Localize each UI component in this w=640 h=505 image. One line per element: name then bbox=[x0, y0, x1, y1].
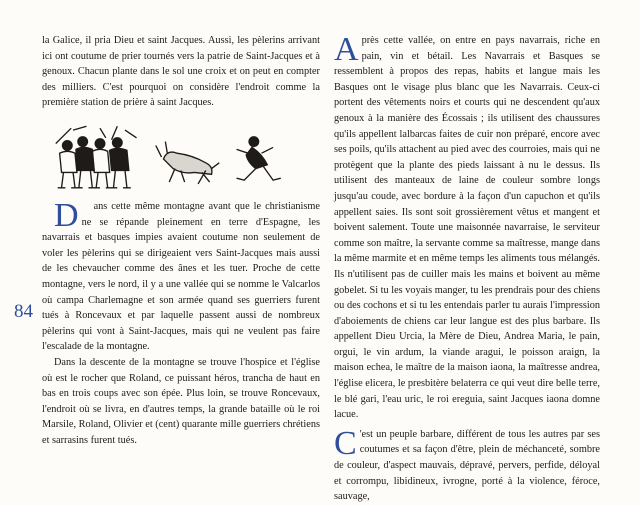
left-column bbox=[42, 33, 320, 448]
dropcap-letter: C bbox=[334, 424, 357, 462]
paragraph-two bbox=[334, 424, 600, 505]
intro-paragraph: la Galice, il pria Dieu et saint Jacques. Aussi, les pèlerins arrivant ici ont coutume de prier tournés vers la patrie de Saint-Jacques et à genoux. Chacun plante dans le sol une croix et on peut en compter des milliers. C'est pourquoi on considère l'endroit comme la première station de prière à saint Jacques. bbox=[42, 35, 320, 109]
paragraph-text: 'est un peuple barbare, différent de tous les autres par ses coutumes et sa façon d'être, plein de méchanceté, sombre de couleur, d'aspect mauvais, dépravé, pervers, perfide, déloyal et corrompu, libidineux, ivrogne, porté à la violence, féroce, sauvage, bbox=[334, 428, 600, 503]
dropcap-letter: A bbox=[334, 31, 359, 68]
final-paragraph: Dans la descente de la montagne se trouve l'hospice et l'église où est le rocher que Roland, ce puissant héros, trancha de haut en bas en trois coups avec son épée. Plus loin, se trouve Roncevaux, l'endroit où se livra, en d'autres temps, la grande bataille où le roi Marsile, Roland, Olivier et (cent) quarante mille guerriers chrétiens et sarrasins furent tués. bbox=[42, 356, 320, 446]
dropcap-paragraph bbox=[42, 196, 320, 355]
goat-icon bbox=[156, 142, 219, 184]
running-figure-icon bbox=[237, 137, 281, 180]
medieval-illustration bbox=[50, 123, 300, 193]
paragraph-one bbox=[334, 33, 600, 423]
paragraph-text: près cette vallée, on entre en pays navarrais, riche en pain, vin et bétail. Les Navarrais et Basques se ressemblent à propos des repas, habits et langue mais les Basques ont le visage plus blanc que les Navarrais. Ceux-ci portent des vêtements noirs et courts qui ne descendent qu'aux genoux à la manière des Écossais ; ils utilisent des chaussures qu'ils appellent lalbarcas faites de cuir non préparé, encore avec ses poils, qu'ils attachent au pied avec des courroies, mais qui ne protègent que la plante des pieds laissant à nu le dessus. Ils utilisent des manteaux de laine de couleur sombre longs jusqu'au coude, avec bordure à la façon d'un capuchon et qu'ils appellent saies. Ils sont soit grossièrement vêtus et mangent et boivent salement. Toute une maisonnée navarraise, le serviteur comme son maître, la servante comme sa maîtresse, mange dans la même marmite et en même temps les aliments tous mélangés. Ils n'utilisent pas de cuiller mais les mains et boivent au même gobelet. Si tu les voyais manger, tu les prendrais pour des chiens ou des cochons et si tu les entendais parler tu aurais l'impression d'aboiements de chiens car leur langue est des plus barbare. Ils appellent Dieu Urcia, la Mère de Dieu, Andrea Maria, le pain, orgui, le vin ardum, la viande aragui, le poisson araign, la maison echea, le maître de la maison iaona, la maîtresse andrea, l'église elicera, le presbitère belaterra ce qui veut dire belle terre, le blé gari, l'eau uric, le roi ereguia, saint Jacques iaona domne lacue. bbox=[334, 35, 600, 421]
pilgrims-figures-icon bbox=[56, 126, 137, 188]
dropcap-letter: D bbox=[54, 196, 79, 234]
right-column bbox=[334, 33, 600, 505]
paragraph-text: ans cette même montagne avant que le christianisme ne se répande pleinement en terre d'Espagne, les navarrais et basques impies avaient coutume non seulement de voler les pèlerins qui se dirigeaient vers Saint-Jacques mais aussi de les chevaucher comme des ânes et les tuer. Proche de cette montagne, vers le nord, il y a une vallée qui se nomme le Valcarlos où campa Charlemagne et son armée quand ses guerriers furent tués à Roncevaux et par laquelle passent aussi de nombreux pèlerins qui vont à Saint-Jacques, mais qui ne veulent pas faire l'escalade de la montagne. bbox=[42, 200, 320, 353]
page-number: 84 bbox=[14, 301, 33, 322]
